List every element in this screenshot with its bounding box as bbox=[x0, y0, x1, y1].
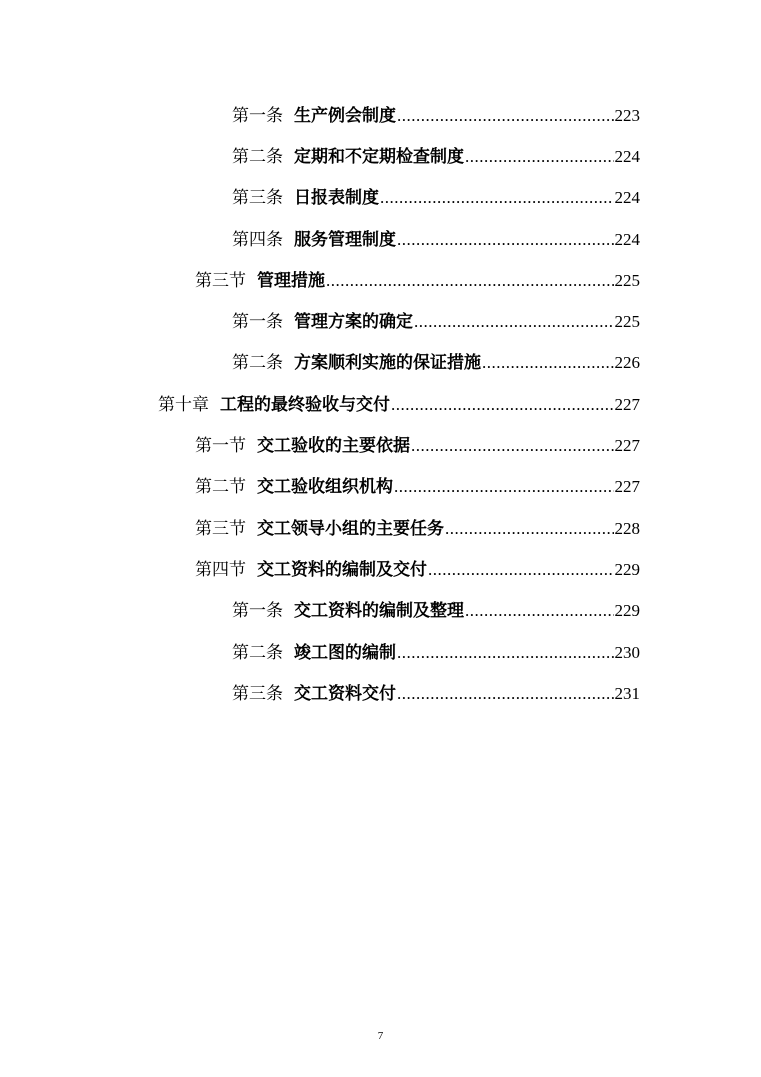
toc-entry[interactable] bbox=[0, 384, 761, 425]
toc-entry-page: 229 bbox=[614, 559, 640, 579]
toc-entry-title: 服务管理制度 bbox=[294, 229, 396, 250]
toc-entry-label: 第三节 bbox=[195, 270, 246, 291]
toc-entry[interactable] bbox=[0, 549, 761, 590]
toc-dot-leader bbox=[397, 643, 614, 663]
toc-dot-leader bbox=[428, 560, 614, 580]
toc-entry-page: 224 bbox=[614, 146, 640, 166]
toc-dot-leader bbox=[391, 395, 614, 415]
toc-entry-page: 230 bbox=[614, 642, 640, 662]
toc-entry-label: 第四节 bbox=[195, 559, 246, 580]
toc-entry-label: 第三节 bbox=[195, 518, 246, 539]
toc-entry[interactable] bbox=[0, 632, 761, 673]
toc-dot-leader bbox=[394, 477, 614, 497]
toc-entry-page: 228 bbox=[614, 518, 640, 538]
toc-entry[interactable] bbox=[0, 136, 761, 177]
toc-entry-label: 第三条 bbox=[232, 188, 283, 209]
toc-entry-title: 定期和不定期检查制度 bbox=[294, 146, 464, 167]
page-number: 7 bbox=[377, 1030, 384, 1042]
toc-entry-label: 第一条 bbox=[232, 601, 283, 622]
toc-entry-title: 日报表制度 bbox=[294, 188, 379, 209]
toc-entry[interactable] bbox=[0, 425, 761, 466]
toc-entry-title: 方案顺利实施的保证措施 bbox=[294, 353, 481, 374]
toc-entry-title: 工程的最终验收与交付 bbox=[220, 394, 390, 415]
toc-entry-label: 第二条 bbox=[232, 353, 283, 374]
toc-entry-label: 第二节 bbox=[195, 477, 246, 498]
toc-entry-label: 第一节 bbox=[195, 436, 246, 457]
toc-entry-page: 226 bbox=[614, 353, 640, 373]
toc-entry[interactable] bbox=[0, 178, 761, 219]
toc-dot-leader bbox=[482, 353, 614, 373]
toc-entry[interactable] bbox=[0, 673, 761, 714]
toc-entry-title: 交工资料交付 bbox=[294, 683, 396, 704]
toc-entry[interactable] bbox=[0, 343, 761, 384]
toc-entry-title: 交工验收组织机构 bbox=[257, 477, 393, 498]
toc-entry-page: 225 bbox=[614, 270, 640, 290]
toc-entry-label: 第一条 bbox=[232, 105, 283, 126]
toc-entry[interactable] bbox=[0, 508, 761, 549]
toc-entry-page: 227 bbox=[614, 436, 640, 456]
toc-dot-leader bbox=[397, 106, 614, 126]
toc-entry-page: 227 bbox=[614, 394, 640, 414]
toc-entry-page: 223 bbox=[614, 105, 640, 125]
toc-entry[interactable] bbox=[0, 260, 761, 301]
toc-entry-title: 交工资料的编制及交付 bbox=[257, 559, 427, 580]
toc-dot-leader bbox=[411, 436, 614, 456]
toc-entry-label: 第二条 bbox=[232, 642, 283, 663]
toc-entry[interactable] bbox=[0, 591, 761, 632]
table-of-contents bbox=[0, 95, 761, 714]
toc-entry-title: 交工验收的主要依据 bbox=[257, 436, 410, 457]
toc-entry-page: 229 bbox=[614, 601, 640, 621]
toc-entry-label: 第二条 bbox=[232, 146, 283, 167]
toc-dot-leader bbox=[465, 147, 614, 167]
toc-dot-leader bbox=[326, 271, 614, 291]
toc-dot-leader bbox=[397, 684, 614, 704]
toc-dot-leader bbox=[465, 601, 614, 621]
toc-entry-label: 第三条 bbox=[232, 683, 283, 704]
toc-entry[interactable] bbox=[0, 95, 761, 136]
toc-entry-title: 竣工图的编制 bbox=[294, 642, 396, 663]
toc-entry-label: 第一条 bbox=[232, 312, 283, 333]
toc-entry-page: 227 bbox=[614, 477, 640, 497]
toc-entry-label: 第十章 bbox=[158, 394, 209, 415]
toc-entry-title: 管理方案的确定 bbox=[294, 312, 413, 333]
toc-dot-leader bbox=[414, 312, 614, 332]
toc-entry-page: 231 bbox=[614, 683, 640, 703]
toc-entry-title: 管理措施 bbox=[257, 270, 325, 291]
toc-dot-leader bbox=[445, 519, 614, 539]
toc-entry-label: 第四条 bbox=[232, 229, 283, 250]
toc-entry-title: 生产例会制度 bbox=[294, 105, 396, 126]
toc-entry-page: 225 bbox=[614, 312, 640, 332]
toc-entry[interactable] bbox=[0, 219, 761, 260]
toc-dot-leader bbox=[397, 230, 614, 250]
toc-entry[interactable] bbox=[0, 467, 761, 508]
toc-entry[interactable] bbox=[0, 301, 761, 342]
toc-entry-page: 224 bbox=[614, 229, 640, 249]
toc-entry-title: 交工领导小组的主要任务 bbox=[257, 518, 444, 539]
toc-entry-page: 224 bbox=[614, 188, 640, 208]
toc-entry-title: 交工资料的编制及整理 bbox=[294, 601, 464, 622]
toc-dot-leader bbox=[380, 188, 614, 208]
